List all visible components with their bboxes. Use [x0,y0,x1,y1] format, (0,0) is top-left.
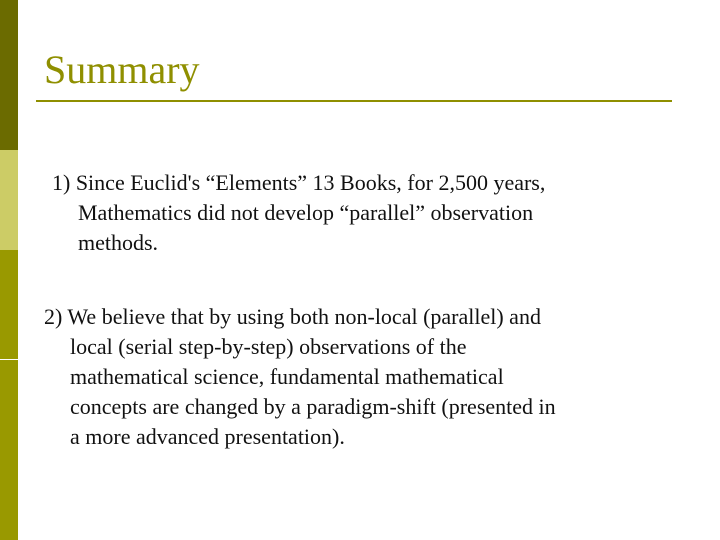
title-underline [36,100,672,102]
sidebar-segment-light [0,150,18,250]
sidebar-segment-mid [0,250,18,360]
point-2-line-4: concepts are changed by a paradigm-shift (presented in [70,394,556,419]
point-2-line-3: mathematical science, fundamental mathematical [70,364,504,389]
point-1-line-3: methods. [78,230,159,255]
slide-title: Summary [44,47,200,92]
point-1-line-1: 1) Since Euclid's “Elements” 13 Books, for 2,500 years, [52,170,546,195]
point-2-line-5: a more advanced presentation). [70,424,345,449]
summary-point-2 [44,302,694,452]
summary-point-1 [52,168,702,258]
point-1-line-2: Mathematics did not develop “parallel” observation [78,200,534,225]
sidebar-segment-bottom [0,360,18,540]
point-2-line-1: 2) We believe that by using both non-local (parallel) and [44,304,541,329]
point-2-line-2: local (serial step-by-step) observations of the [70,334,467,359]
sidebar-segment-dark [0,0,18,150]
